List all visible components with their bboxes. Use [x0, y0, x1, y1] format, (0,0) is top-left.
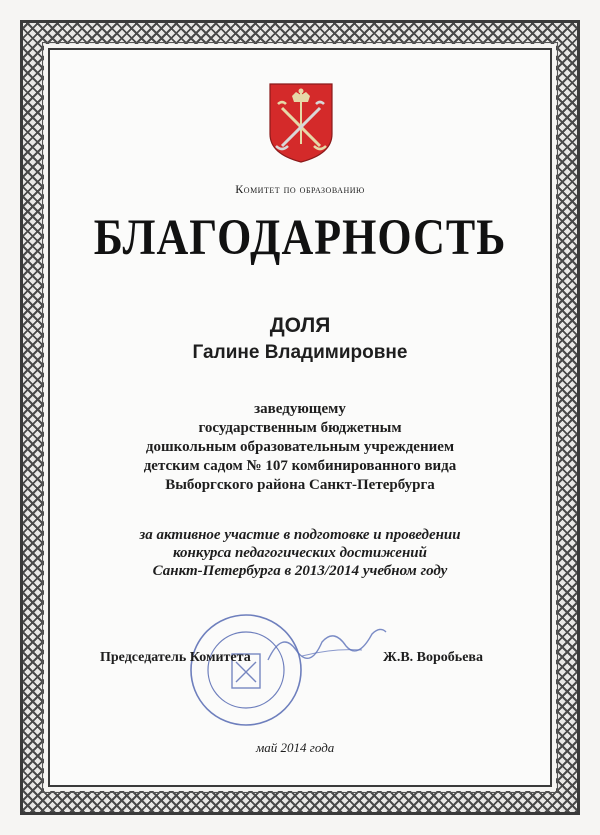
recipient-surname: ДОЛЯ	[269, 314, 331, 337]
document-title: БЛАГОДАРНОСТЬ	[93, 209, 507, 266]
award-reason	[48, 526, 552, 580]
signatory-title: Председатель Комитета	[100, 650, 251, 665]
position-line: дошкольным образовательным учреждением	[145, 439, 455, 455]
recipient-name: Галине Владимировне	[192, 342, 408, 363]
position-line: заведующему	[254, 401, 346, 417]
position-line: Выборгского района Санкт-Петербурга	[165, 477, 435, 493]
issue-date: май 2014 года	[256, 740, 335, 755]
coat-of-arms-icon	[268, 82, 334, 164]
position-line: государственным бюджетным	[198, 420, 402, 436]
reason-line: Санкт-Петербурга в 2013/2014 учебном году	[152, 563, 448, 579]
reason-line: конкурса педагогических достижений	[173, 545, 427, 561]
recipient-position	[48, 400, 552, 495]
committee-name: Комитет по образованию	[235, 182, 365, 196]
position-line: детским садом № 107 комбинированного вида	[143, 458, 457, 474]
reason-line: за активное участие в подготовке и проведении	[139, 527, 461, 543]
signatory-name: Ж.В. Воробьева	[383, 650, 483, 665]
handwritten-signature-icon	[262, 620, 392, 670]
